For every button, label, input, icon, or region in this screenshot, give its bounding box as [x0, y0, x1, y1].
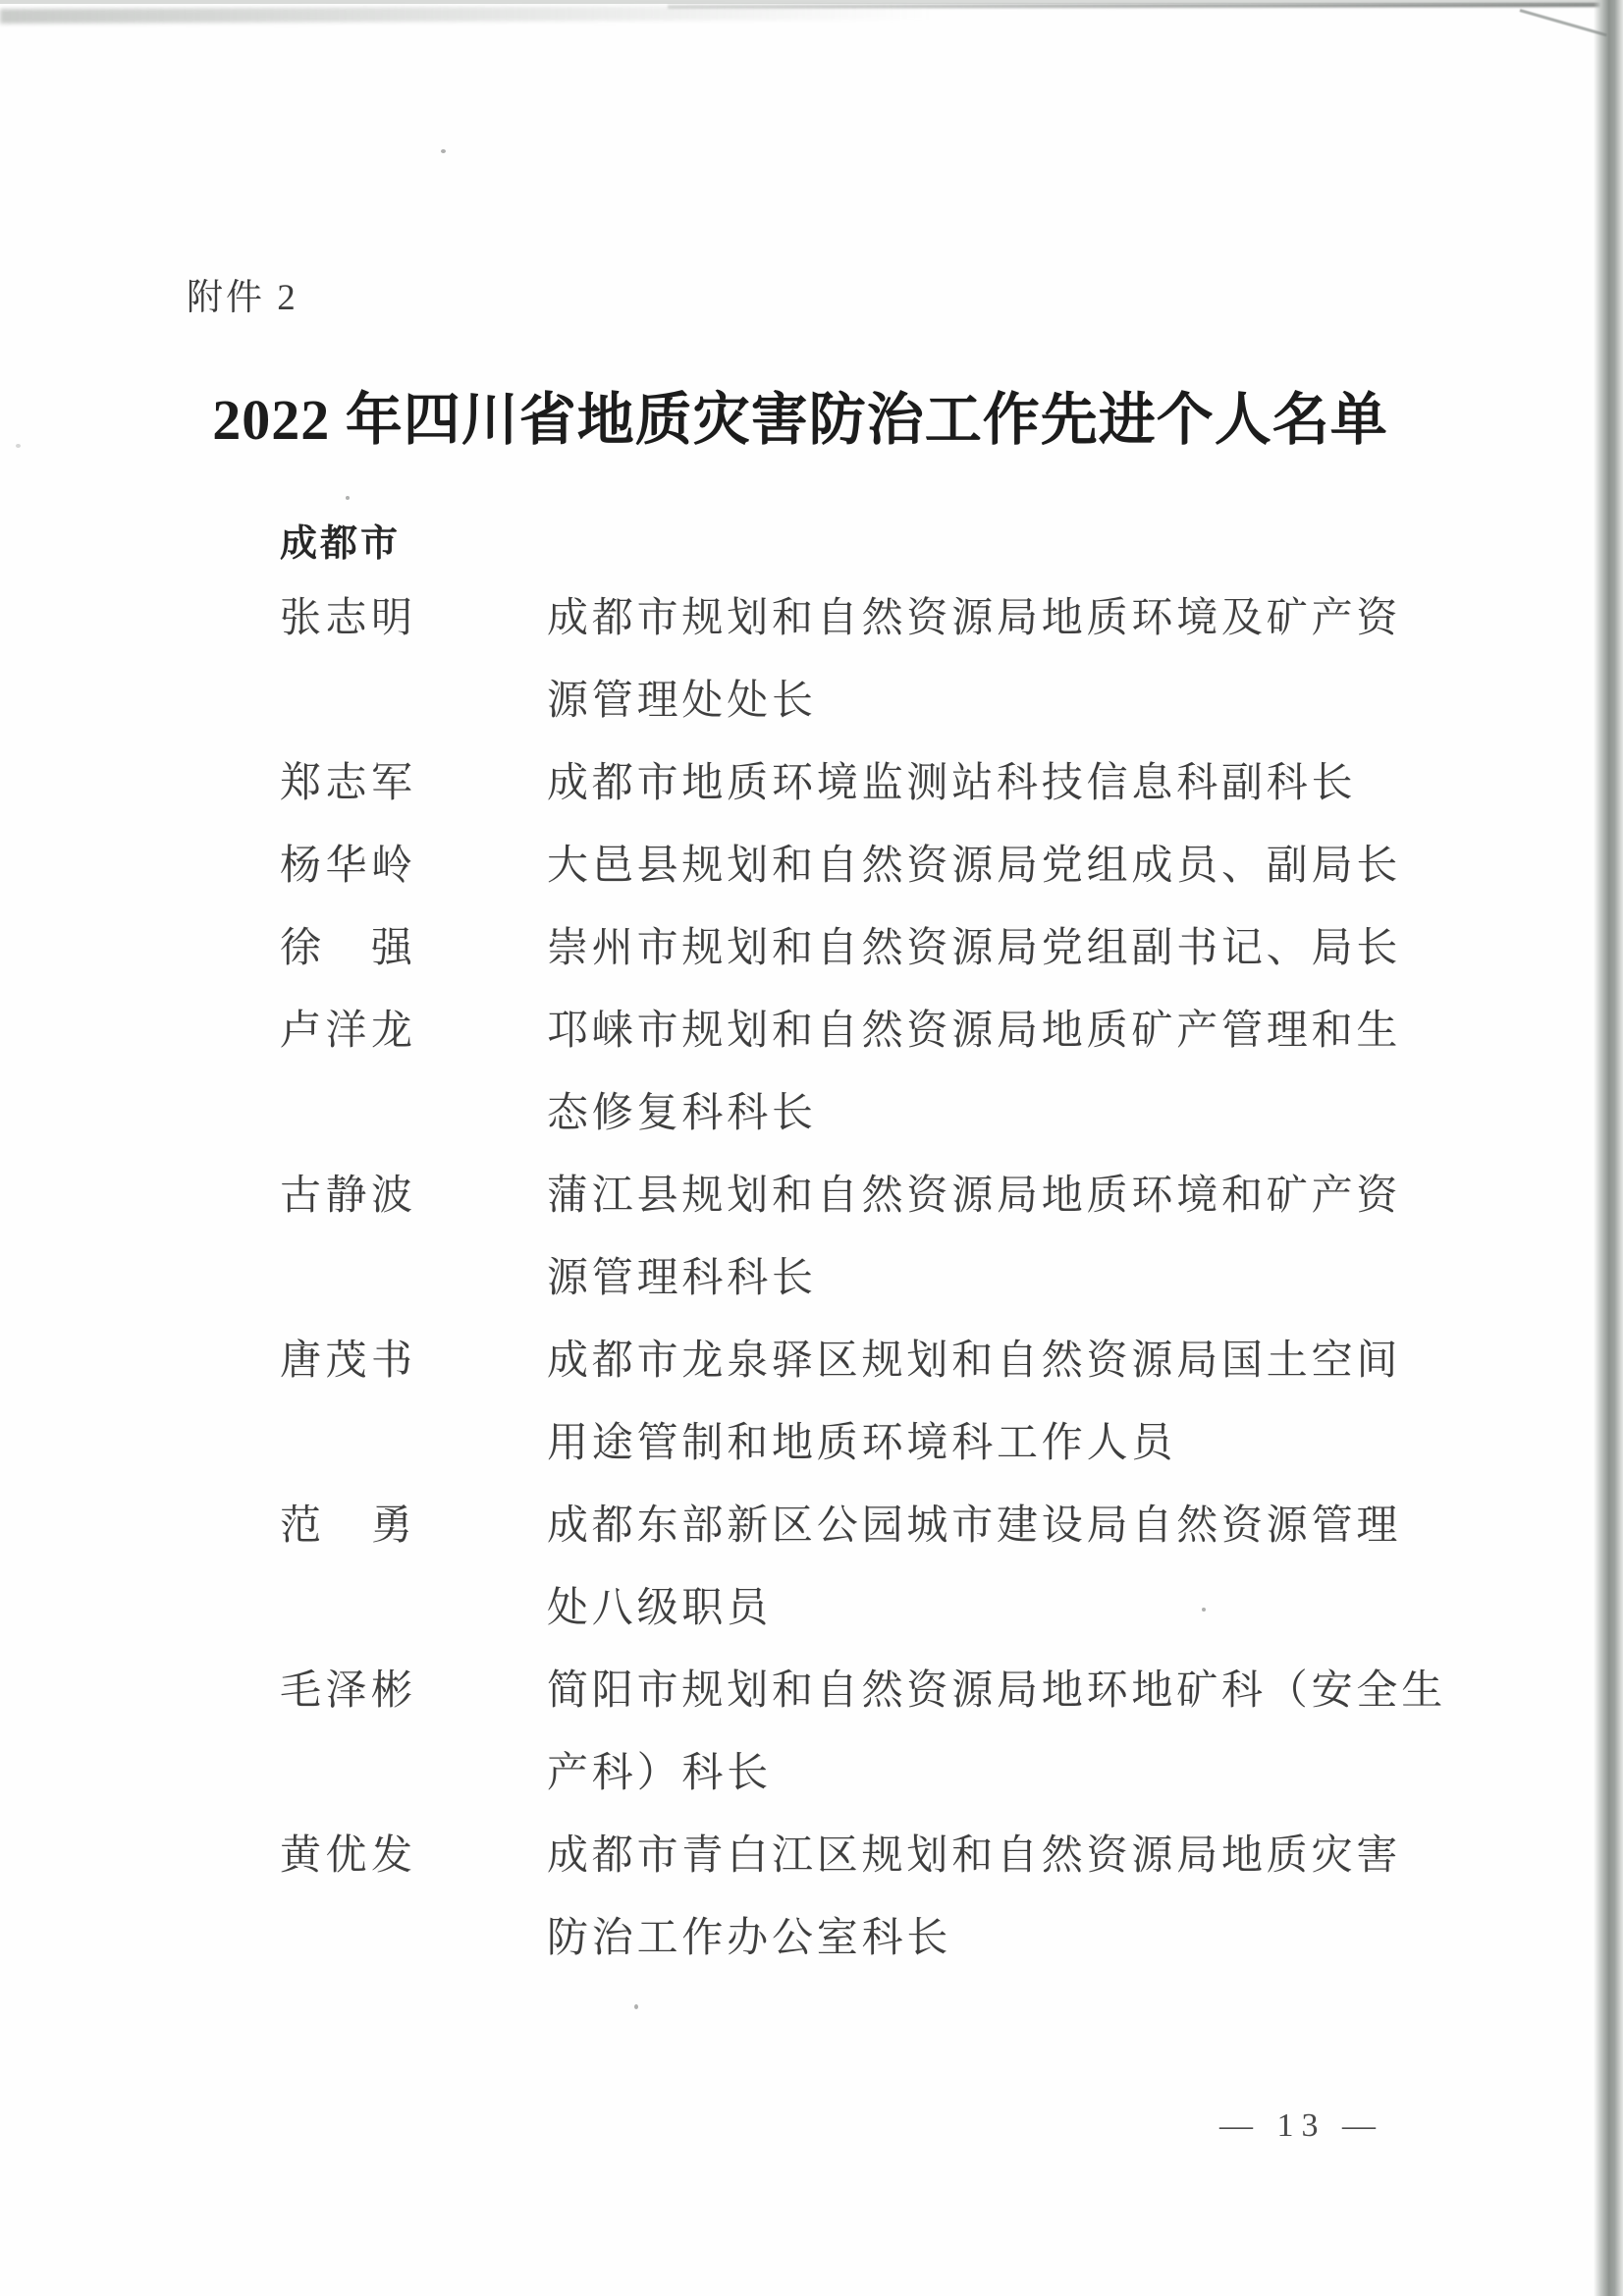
person-name: 杨华岭 — [280, 844, 417, 889]
person-position — [547, 907, 1623, 990]
page-number: — 13 — — [1219, 2107, 1383, 2144]
person-position — [547, 1320, 1623, 1485]
person-position-line: 成都市龙泉驿区规划和自然资源局国土空间 — [547, 1339, 1402, 1384]
person-name: 黄优发 — [280, 1833, 417, 1879]
person-position — [547, 577, 1623, 742]
roster-entry — [0, 907, 1623, 990]
person-name: 郑志军 — [280, 761, 417, 806]
scan-speck — [634, 2004, 638, 2009]
roster-entry — [0, 1485, 1623, 1650]
person-position-line: 简阳市规划和自然资源局地环地矿科（安全生 — [547, 1668, 1447, 1714]
attachment-label: 附件 2 — [187, 278, 298, 318]
roster-entry — [0, 1650, 1623, 1815]
person-position-line: 崇州市规划和自然资源局党组副书记、局长 — [547, 926, 1402, 971]
person-position-line: 源管理处处长 — [547, 679, 817, 724]
person-name: 徐 强 — [280, 926, 417, 971]
scan-speck — [441, 149, 446, 153]
person-position — [547, 1650, 1623, 1815]
roster-entry — [0, 1155, 1623, 1320]
roster-entry — [0, 1815, 1623, 1980]
roster-entry — [0, 742, 1623, 825]
roster-entry — [0, 577, 1623, 742]
person-name: 唐茂书 — [280, 1339, 417, 1384]
person-position-line: 成都东部新区公园城市建设局自然资源管理 — [547, 1503, 1402, 1549]
roster-entry — [0, 990, 1623, 1155]
person-position-line: 源管理科科长 — [547, 1256, 817, 1301]
person-name: 古静波 — [280, 1174, 417, 1219]
person-name: 张志明 — [280, 596, 417, 641]
person-name: 卢洋龙 — [280, 1009, 417, 1054]
person-position-line: 态修复科科长 — [547, 1091, 817, 1136]
roster-entries — [0, 577, 1623, 1980]
person-position — [547, 1155, 1623, 1320]
person-position — [547, 742, 1623, 825]
person-position-line: 用途管制和地质环境科工作人员 — [547, 1421, 1177, 1466]
person-name: 毛泽彬 — [280, 1668, 417, 1714]
scan-speck — [346, 496, 350, 500]
person-name: 范 勇 — [280, 1503, 417, 1549]
person-position-line: 蒲江县规划和自然资源局地质环境和矿产资 — [547, 1174, 1402, 1219]
roster-entry — [0, 825, 1623, 907]
city-heading: 成都市 — [280, 523, 402, 565]
person-position-line: 邛崃市规划和自然资源局地质矿产管理和生 — [547, 1009, 1402, 1054]
person-position-line: 成都市地质环境监测站科技信息科副科长 — [547, 761, 1357, 806]
scan-speck — [16, 444, 21, 448]
person-position-line: 大邑县规划和自然资源局党组成员、副局长 — [547, 844, 1402, 889]
person-position — [547, 825, 1623, 907]
person-position — [547, 1815, 1623, 1980]
person-position-line: 防治工作办公室科长 — [547, 1916, 952, 1961]
roster-entry — [0, 1320, 1623, 1485]
person-position — [547, 990, 1623, 1155]
person-position-line: 产科）科长 — [547, 1751, 773, 1796]
person-position-line: 处八级职员 — [547, 1586, 773, 1631]
document-title: 2022 年四川省地质灾害防治工作先进个人名单 — [212, 388, 1388, 452]
person-position-line: 成都市规划和自然资源局地质环境及矿产资 — [547, 596, 1402, 641]
scan-top-line — [668, 3, 1623, 9]
person-position-line: 成都市青白江区规划和自然资源局地质灾害 — [547, 1833, 1402, 1879]
person-position — [547, 1485, 1623, 1650]
